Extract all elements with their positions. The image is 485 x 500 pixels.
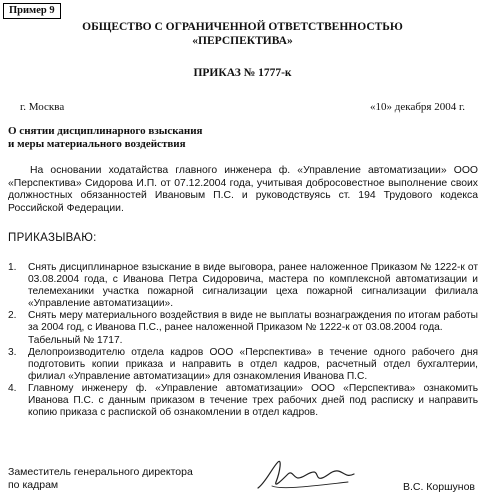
order-item [8,383,478,419]
order-subject [8,125,203,151]
order-title: ПРИКАЗ № 1777-к [193,67,292,79]
order-date: «10» декабря 2004 г. [370,101,465,113]
order-subject-line2: и меры материального воздействия [8,138,186,150]
order-item-number: 4. [8,382,17,394]
order-item [8,262,478,310]
order-basis-paragraph: На основании ходатайства главного инженера ф. «Управление автоматизации» ООО «Перспектива» Сидорова И.П. от 07.12.2004 года, учитывая добросовестное выполнение своих должностных обязанностей Ивановым П.С. и руководствуясь ст. 194 Трудового кодекса Российской Федерации. [8,165,478,214]
order-item-text: Снять меру материального воздействия в виде не выплаты вознаграждения по итогам работы за 2004 год, с Иванова П.С., ранее наложенной Приказом № 1222-к от 03.08.2004 года. [28,310,478,334]
signer-position-line1: Заместитель генерального директора [8,466,193,478]
order-items-list [8,262,478,419]
signer-position-line2: по кадрам [8,479,59,491]
city: г. Москва [20,101,65,113]
order-item-personnel-number: Табельный № 1717. [28,334,123,346]
order-item-text: Делопроизводителю отдела кадров ООО «Перспектива» в течение одного рабочего дня подготовить копии приказа и направить в отдел кадров, расчетный отдел бухгалтерии, филиал «Управление автоматизации» для ознакомления Иванова П.С. [28,346,478,382]
organization-line1: ОБЩЕСТВО С ОГРАНИЧЕННОЙ ОТВЕТСТВЕННОСТЬЮ [82,21,403,33]
signer-position [8,466,193,492]
order-item-number: 2. [8,310,17,322]
order-item [8,310,478,346]
order-item [8,347,478,383]
organization-line2: «ПЕРСПЕКТИВА» [192,35,293,47]
order-item-number: 3. [8,346,17,358]
handwritten-signature [252,456,362,496]
order-item-text: Главному инженеру ф. «Управление автоматизации» ООО «Перспектива» ознакомить Иванова П.С. с данным приказом в течение трех рабочих дней под расписку и направить копию приказа с распиской об ознакомлении в отдел кадров. [28,382,478,419]
signer-name: В.С. Коршунов [402,481,475,493]
example-badge: Пример 9 [3,3,61,19]
order-directive-heading: ПРИКАЗЫВАЮ: [8,232,97,244]
order-item-number: 1. [8,262,17,273]
organization-header [0,20,485,48]
order-subject-line1: О снятии дисциплинарного взыскания [8,125,203,137]
order-item-text: Снять дисциплинарное взыскание в виде выговора, ранее наложенное Приказом № 1222-к от 03.08.2004 года, с Иванова Петра Сидоровича, мастера по комплексной автоматизации и телемеханики участка пожарной сигнализации цеха пожарной сигнализации филиала «Управление автоматизации». [28,262,478,310]
